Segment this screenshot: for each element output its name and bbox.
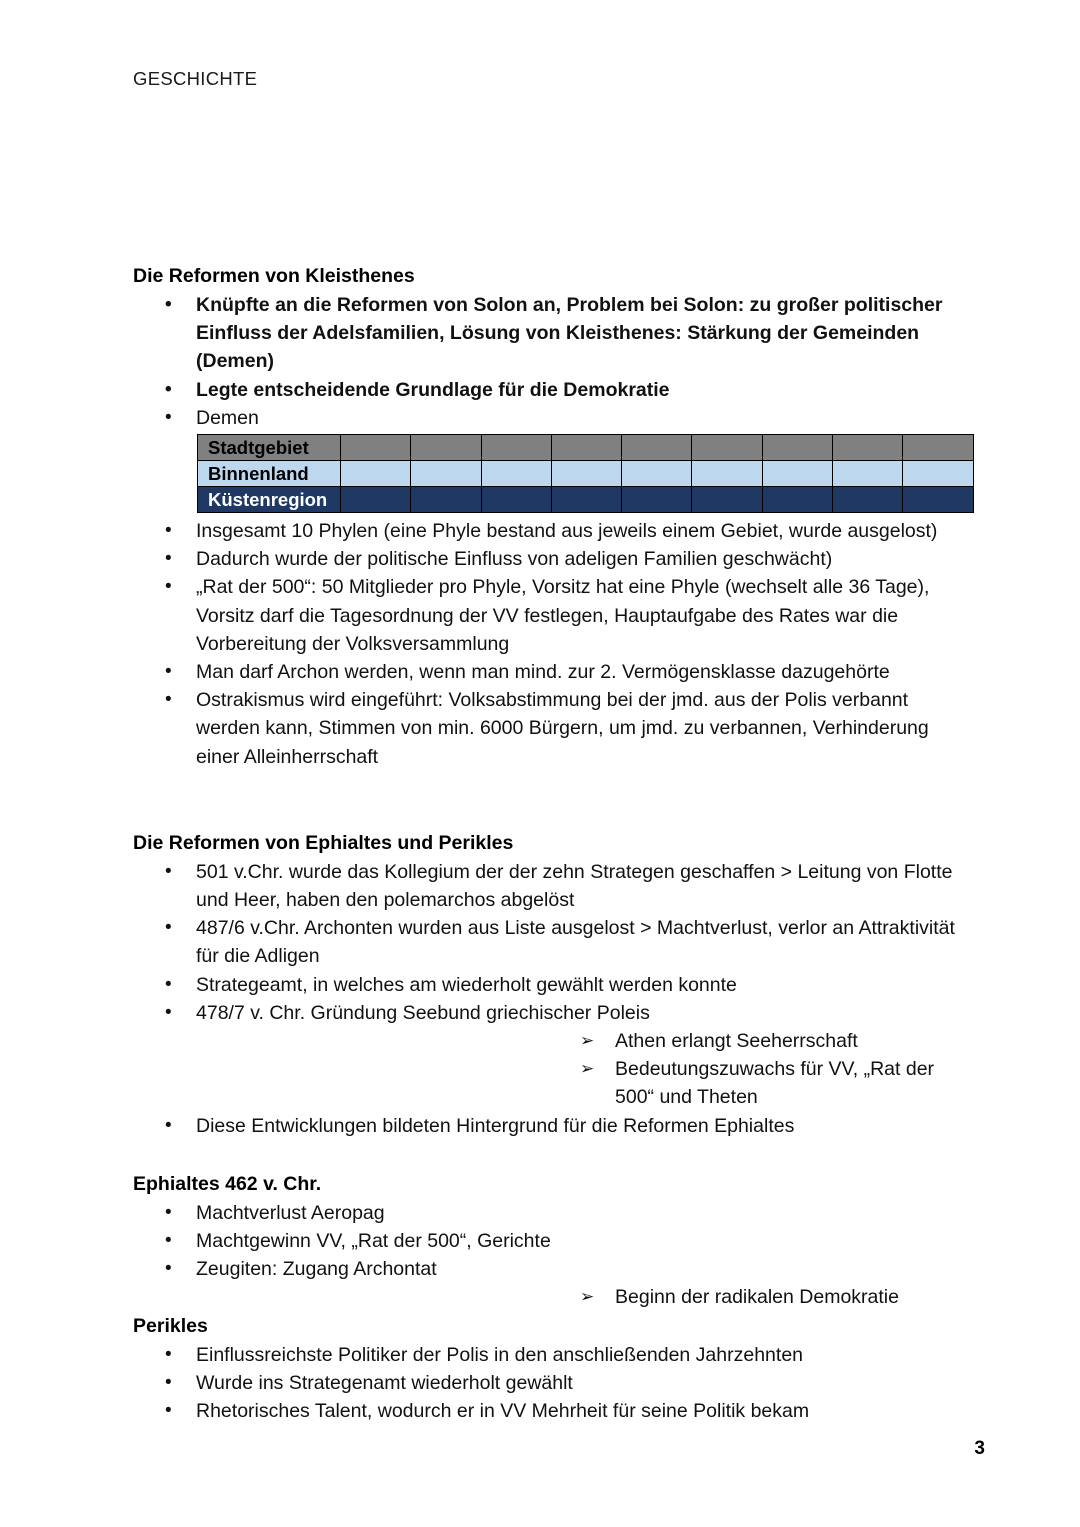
document-body — [0, 262, 1080, 1425]
ephialtes-perikles-closing-bullets — [0, 1112, 1080, 1140]
list-item-text: Strategeamt, in welches am wiederholt gewählt werden konnte — [196, 973, 737, 996]
list-item-text: 478/7 v. Chr. Gründung Seebund griechischer Poleis — [196, 1001, 650, 1024]
bullet-icon: • — [165, 1400, 172, 1422]
section-gap — [0, 1140, 1080, 1170]
bullet-icon: • — [165, 917, 172, 939]
table-row-label: Küstenregion — [198, 487, 341, 513]
bullet-icon: • — [165, 1371, 172, 1393]
list-item-text: Machtverlust Aeropag — [196, 1201, 385, 1224]
list-item-text: „Rat der 500“: 50 Mitglieder pro Phyle, Vorsitz hat eine Phyle (wechselt alle 36 Tage), Vorsitz darf die Tagesordnung der VV festlegen, Hauptaufgabe des Rates war die Vorbereitung der Volksversammlung — [196, 576, 930, 655]
list-item-text: Wurde ins Strategenamt wiederholt gewählt — [196, 1371, 573, 1394]
table-cell-empty — [903, 487, 973, 513]
table-cell-empty — [762, 487, 832, 513]
list-item — [0, 1255, 1080, 1283]
bullet-icon: • — [165, 860, 172, 882]
table-cell-empty — [622, 461, 692, 487]
list-item-text: Rhetorisches Talent, wodurch er in VV Mehrheit für seine Politik bekam — [196, 1400, 810, 1423]
list-item — [0, 914, 1080, 970]
table-cell-empty — [833, 461, 903, 487]
list-item-text: 487/6 v.Chr. Archonten wurden aus Liste ausgelost > Machtverlust, verlor an Attraktivität für die Adligen — [196, 917, 955, 968]
table-cell-empty — [481, 461, 551, 487]
section-gap — [0, 771, 1080, 829]
bullet-icon: • — [165, 1001, 172, 1023]
demen-table-container — [0, 432, 1080, 517]
list-item — [0, 545, 1080, 573]
list-item — [0, 517, 1080, 545]
list-item-demen — [0, 404, 1080, 432]
section-title-ephialtes-perikles: Die Reformen von Ephialtes und Perikles — [133, 831, 514, 854]
table-cell-empty — [551, 461, 621, 487]
list-item-text: Dadurch wurde der politische Einfluss von adeligen Familien geschwächt) — [196, 548, 833, 571]
bullet-icon: • — [165, 576, 172, 598]
list-item — [0, 1341, 1080, 1369]
table-cell-empty — [692, 487, 762, 513]
arrow-right-icon: ➢ — [580, 1287, 595, 1307]
kleisthenes-bullets-after-table — [0, 517, 1080, 771]
bullet-icon: • — [165, 1258, 172, 1280]
demen-table — [197, 434, 974, 513]
list-item — [0, 1199, 1080, 1227]
list-item — [0, 658, 1080, 686]
arrow-list-item-text: Bedeutungszuwachs für VV, „Rat der 500“ und Theten — [615, 1058, 935, 1109]
ephialtes-arrow-items — [0, 1283, 1080, 1311]
list-item-text: Ostrakismus wird eingeführt: Volksabstimmung bei der jmd. aus der Polis verbannt werden kann, Stimmen von min. 6000 Bürgern, um jmd. zu verbannen, Verhinderung einer Alleinherrschaft — [196, 689, 929, 768]
bullet-icon: • — [165, 689, 172, 711]
bullet-icon: • — [165, 973, 172, 995]
table-cell-empty — [341, 461, 411, 487]
list-item — [0, 858, 1080, 914]
arrow-list-item — [0, 1055, 1080, 1111]
list-item — [0, 686, 1080, 771]
section-title-kleisthenes: Die Reformen von Kleisthenes — [133, 265, 415, 287]
bullet-icon: • — [165, 406, 172, 428]
arrow-right-icon: ➢ — [580, 1059, 595, 1079]
table-cell-empty — [411, 487, 481, 513]
list-item-text: Man darf Archon werden, wenn man mind. zur 2. Vermögensklasse dazugehörte — [196, 661, 890, 684]
list-item-text: Legte entscheidende Grundlage für die Demokratie — [196, 378, 670, 401]
list-item — [0, 1369, 1080, 1397]
section-title-perikles: Perikles — [133, 1314, 208, 1337]
bullet-icon: • — [165, 1230, 172, 1252]
list-item — [0, 971, 1080, 999]
table-row-label: Stadtgebiet — [198, 435, 341, 461]
list-item — [0, 1227, 1080, 1255]
list-item-text: 501 v.Chr. wurde das Kollegium der der zehn Strategen geschaffen > Leitung von Flotte und Heer, haben den polemarchos abgelöst — [196, 860, 953, 912]
list-item — [0, 999, 1080, 1027]
list-item-text: Insgesamt 10 Phylen (eine Phyle bestand aus jeweils einem Gebiet, wurde ausgelost) — [196, 520, 938, 543]
page-number: 3 — [974, 1438, 985, 1459]
table-cell-empty — [411, 435, 481, 461]
list-item-text: Demen — [196, 406, 259, 429]
table-cell-empty — [692, 461, 762, 487]
list-item-text: Machtgewinn VV, „Rat der 500“, Gerichte — [196, 1230, 551, 1253]
ephialtes-perikles-bullets — [0, 858, 1080, 1027]
arrow-right-icon: ➢ — [580, 1031, 595, 1051]
list-item-text: Einflussreichste Politiker der Polis in den anschließenden Jahrzehnten — [196, 1343, 804, 1366]
list-item — [0, 573, 1080, 658]
arrow-list-item-text: Beginn der radikalen Demokratie — [615, 1286, 899, 1309]
table-cell-empty — [762, 461, 832, 487]
table-cell-empty — [622, 487, 692, 513]
table-cell-empty — [411, 461, 481, 487]
table-row-label: Binnenland — [198, 461, 341, 487]
table-cell-empty — [551, 487, 621, 513]
table-row — [198, 461, 974, 487]
table-cell-empty — [481, 435, 551, 461]
bullet-icon: • — [165, 1114, 172, 1136]
bullet-icon: • — [165, 294, 172, 315]
ephialtes-bullets — [0, 1199, 1080, 1284]
ephialtes-perikles-arrow-items — [0, 1027, 1080, 1112]
list-item — [0, 1397, 1080, 1425]
table-cell-empty — [481, 487, 551, 513]
bullet-icon: • — [165, 661, 172, 683]
list-item — [0, 291, 1080, 376]
table-cell-empty — [762, 435, 832, 461]
table-cell-empty — [622, 435, 692, 461]
table-cell-empty — [341, 487, 411, 513]
table-row — [198, 487, 974, 513]
bullet-icon: • — [165, 1343, 172, 1365]
table-cell-empty — [833, 435, 903, 461]
bullet-icon: • — [165, 1201, 172, 1223]
table-cell-empty — [903, 461, 973, 487]
kleisthenes-bold-bullets — [0, 291, 1080, 432]
arrow-list-item — [0, 1027, 1080, 1055]
bullet-icon: • — [165, 520, 172, 542]
list-item — [0, 1112, 1080, 1140]
bullet-icon: • — [165, 378, 172, 400]
table-cell-empty — [692, 435, 762, 461]
list-item-text: Diese Entwicklungen bildeten Hintergrund für die Reformen Ephialtes — [196, 1114, 795, 1137]
arrow-list-item — [0, 1283, 1080, 1311]
table-cell-empty — [551, 435, 621, 461]
perikles-bullets — [0, 1341, 1080, 1426]
table-row — [198, 435, 974, 461]
table-cell-empty — [833, 487, 903, 513]
table-cell-empty — [341, 435, 411, 461]
list-item — [0, 376, 1080, 404]
list-item-text: Zeugiten: Zugang Archontat — [196, 1258, 437, 1281]
arrow-list-item-text: Athen erlangt Seeherrschaft — [615, 1030, 858, 1053]
bullet-icon: • — [165, 548, 172, 570]
running-head: GESCHICHTE — [133, 68, 258, 89]
table-cell-empty — [903, 435, 973, 461]
list-item-text: Knüpfte an die Reformen von Solon an, Problem bei Solon: zu großer politischer Einfluss der Adelsfamilien, Lösung von Kleisthenes: Stärkung der Gemeinden (Demen) — [196, 294, 943, 373]
section-title-ephialtes: Ephialtes 462 v. Chr. — [133, 1172, 322, 1195]
